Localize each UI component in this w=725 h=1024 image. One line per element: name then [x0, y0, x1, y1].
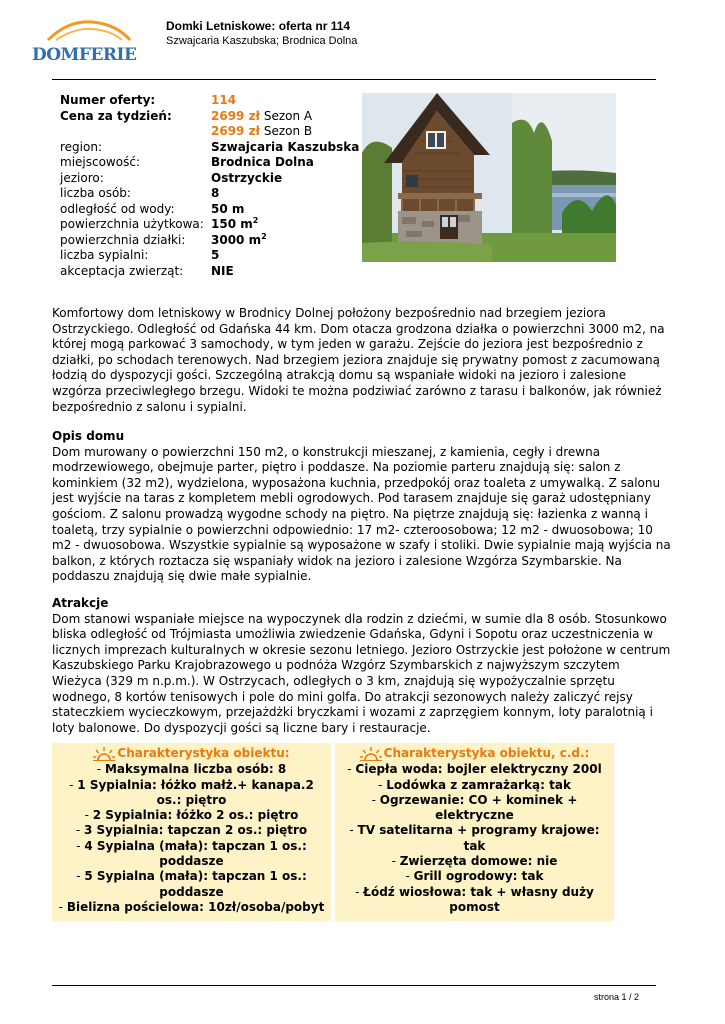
atrakcje-section — [52, 596, 672, 736]
offer-number: 114 — [211, 93, 237, 107]
spec-value: 50 m — [211, 201, 245, 216]
spec-label: Cena za tydzień: — [60, 108, 172, 123]
feature-item: - TV satelitarna + programy krajowe: tak — [349, 823, 600, 853]
feature-item: - Maksymalna liczba osób: 8 — [96, 762, 287, 777]
section-heading: Atrakcje — [52, 596, 109, 610]
logo-graphic — [30, 16, 148, 68]
spec-label: powierzchnia działki: — [60, 232, 186, 247]
spec-label: akceptacja zwierząt: — [60, 263, 184, 278]
feature-item: - 4 Sypialna (mała): tapczan 1 os.: poddasze — [76, 838, 307, 869]
feature-item-text: 5 Sypialna (mała): tapczan 1 os.: poddasze — [84, 869, 307, 899]
season-b: Sezon B — [263, 124, 313, 138]
feature-item-text: 1 Sypialnia: łóżko małż.+ kanapa.2 os.: piętro — [77, 777, 314, 807]
house-photo — [362, 93, 616, 262]
feature-item: - 1 Sypialnia: łóżko małż.+ kanapa.2 os.: piętro — [69, 777, 314, 807]
spec-value-sup: 2 — [252, 216, 259, 225]
feature-item: - 3 Sypialnia: tapczan 2 os.: piętro — [75, 823, 308, 838]
spec-row — [60, 140, 359, 156]
domferie-logo — [30, 16, 148, 68]
spec-label: odległość od wody: — [60, 201, 175, 216]
header-divider — [52, 79, 656, 80]
sun-icon — [93, 747, 115, 761]
spec-row — [60, 171, 359, 187]
spec-row — [60, 155, 359, 171]
feature-item-text: Maksymalna liczba osób: 8 — [104, 762, 287, 777]
offer-spec-table — [60, 93, 359, 279]
opis-domu-text: Dom murowany o powierzchni 150 m2, o konstrukcji mieszanej, z kamienia, cegły i drewna modrzewiowego, obejmuje parter, piętro i poddasze. Na poziomie parteru znajdują się: salon z kominkiem (32 m2), wydzielona, wyposażona kuchnia, przedpokój oraz toaleta z umywalką. Z salonu jest wyjście na taras z kompletem mebli ogrodowych. Pod tarasem znajduje się garaż udostępniany gościom. Z salonu prowadzą wygodne schody na piętro. Na piętrze znajdują się: łazienka z wanną i toaletą, trzy sypialnie o powierzchni odpowiednio: 17 m2- czteroosobowa; 12 m2 - dwuosobowa; 10 m2 - dwuosobowa. Wszystkie sypialnie są wyposażone w szafy i stoliki. Dwie sypialnie mają wyjścia na balkon, z których roztacza się wspaniały widok na jezioro i zalesione Wzgórza Szymbarskie. Na poddaszu znajdują się dwie małe sypialnie. — [52, 444, 671, 584]
feature-item: - 2 Sypialnia: łóżko 2 os.: piętro — [84, 808, 299, 823]
spec-row — [60, 248, 359, 264]
spec-label: Numer oferty: — [60, 93, 156, 107]
document-title: Domki Letniskowe: oferta nr 114 — [166, 19, 351, 33]
spec-row-price-a — [60, 109, 359, 125]
spec-label: powierzchnia użytkowa: — [60, 217, 204, 231]
feature-item: - Grill ogrodowy: tak — [405, 869, 544, 884]
feature-item-text: Lodówka z zamrażarką: tak — [386, 777, 571, 792]
price-b: 2699 zł — [211, 124, 261, 138]
feature-item-text: 3 Sypialnia: tapczan 2 os.: piętro — [83, 823, 308, 838]
page-number: strona 1 / 2 — [594, 992, 640, 1002]
spec-label: region: — [60, 139, 102, 154]
spec-row — [60, 233, 359, 249]
features-heading — [52, 746, 331, 761]
spec-value: NIE — [211, 263, 234, 278]
house-photo-illustration — [362, 93, 616, 262]
feature-item-text: Grill ogrodowy: tak — [413, 869, 544, 884]
feature-item-text: Zwierzęta domowe: nie — [399, 854, 558, 869]
spec-row — [60, 202, 359, 218]
logo-text: DOMFERIE — [32, 45, 137, 65]
feature-item-text: Ogrzewanie: CO + kominek + elektryczne — [379, 792, 578, 823]
features-box-right — [335, 743, 614, 921]
price-a: 2699 zł — [211, 108, 261, 123]
feature-item: - Lodówka z zamrażarką: tak — [378, 777, 571, 792]
spec-value: 3000 m — [211, 232, 262, 247]
intro-section — [52, 306, 672, 415]
spec-label: miejscowość: — [60, 155, 140, 169]
spec-value: Ostrzyckie — [211, 170, 283, 185]
spec-value-sup: 2 — [261, 231, 267, 241]
spec-row — [60, 264, 359, 280]
features-box-left — [52, 743, 331, 921]
spec-value: 8 — [211, 186, 220, 200]
feature-item-text: 4 Sypialna (mała): tapczan 1 os.: poddasze — [84, 838, 307, 869]
document-subtitle: Szwajcaria Kaszubska; Brodnica Dolna — [166, 35, 358, 47]
feature-item: - Łódź wiosłowa: tak + własny duży pomost — [355, 884, 594, 914]
spec-row-offer — [60, 93, 359, 109]
feature-item: - Zwierzęta domowe: nie — [391, 854, 558, 869]
spec-value: 5 — [211, 248, 220, 262]
feature-item-text: TV satelitarna + programy krajowe: tak — [357, 823, 600, 853]
spec-value: Brodnica Dolna — [211, 155, 314, 169]
feature-item: - Ciepła woda: bojler elektryczny 200l — [347, 762, 602, 777]
spec-label: jezioro: — [60, 170, 104, 185]
sun-icon — [360, 747, 382, 761]
spec-value: 150 m — [211, 217, 253, 231]
opis-domu-section — [52, 429, 672, 585]
features-heading-text: Charakterystyka obiektu, c.d.: — [383, 746, 590, 760]
feature-item-text: Łódź wiosłowa: tak + własny duży pomost — [363, 884, 594, 914]
section-heading: Opis domu — [52, 429, 125, 443]
feature-item: - Bielizna pościelowa: 10zł/osoba/pobyt — [58, 899, 325, 914]
spec-label: liczba sypialni: — [60, 248, 149, 262]
intro-text: Komfortowy dom letniskowy w Brodnicy Dolnej położony bezpośrednio nad brzegiem jeziora Ostrzyckiego. Odległość od Gdańska 44 km. Dom otacza grodzona działka o powierzchni 3000 m2, na której mogą parkować 3 samochody, w tym jeden w garażu. Zejście do jeziora jest bezpośrednio z działki, po schodach terenowych. Nad brzegiem jeziora znajduje się prywatny pomost z zacumowaną łodzią do dyspozycji gości. Szczególną atrakcją domu są wspaniałe widoki na jezioro i zalesione wzgórza przeciwległego brzegu. Widoki te można podziwiać zarówno z tarasu i balkonów, jak również bezpośrednio z salonu i sypialni. — [52, 306, 665, 414]
feature-item-text: Ciepła woda: bojler elektryczny 200l — [355, 762, 602, 777]
feature-item-text: Bielizna pościelowa: 10zł/osoba/pobyt — [66, 899, 325, 914]
atrakcje-text: Dom stanowi wspaniałe miejsce na wypoczynek dla rodzin z dziećmi, w sumie dla 8 osób. Stosunkowo bliska odległość od Trójmiasta umożliwia zwiedzenie Gdańska, Gdyni i Sopotu oraz uczestniczenia w licznych imprezach kulturalnych w okresie sezonu letniego. Jezioro Ostrzyckie jest położone w centrum Kaszubskiego Parku Krajobrazowego u podnóża Wzgórz Szymbarskich z najwyższym szczytem Wieżyca (329 m n.p.m.). W Ostrzycach, odległych o 3 km, znajdują się wypożyczalnie sprzętu wodnego, 8 kortów tenisowych i pole do mini golfa. Do atrakcji sezonowych należy zaliczyć rejsy stateczkiem wycieczkowym, przejażdżki bryczkami i wozami z zaprzęgiem konnym, loty paralotnią i loty balonowe. Do dyspozycji gości są liczne bary i restauracje. — [52, 611, 671, 735]
spec-value: Szwajcaria Kaszubska — [211, 139, 360, 154]
footer-divider — [52, 985, 656, 986]
spec-row-price-b — [60, 124, 359, 140]
season-a: Sezon A — [263, 108, 313, 123]
feature-item: - Ogrzewanie: CO + kominek + elektryczne — [371, 792, 578, 823]
spec-row — [60, 217, 359, 233]
feature-item-text: 2 Sypialnia: łóżko 2 os.: piętro — [92, 808, 299, 823]
spec-label: liczba osób: — [60, 186, 131, 200]
feature-item: - 5 Sypialna (mała): tapczan 1 os.: poddasze — [76, 869, 307, 899]
features-heading — [335, 746, 614, 761]
spec-row — [60, 186, 359, 202]
features-heading-text: Charakterystyka obiektu: — [117, 746, 290, 760]
